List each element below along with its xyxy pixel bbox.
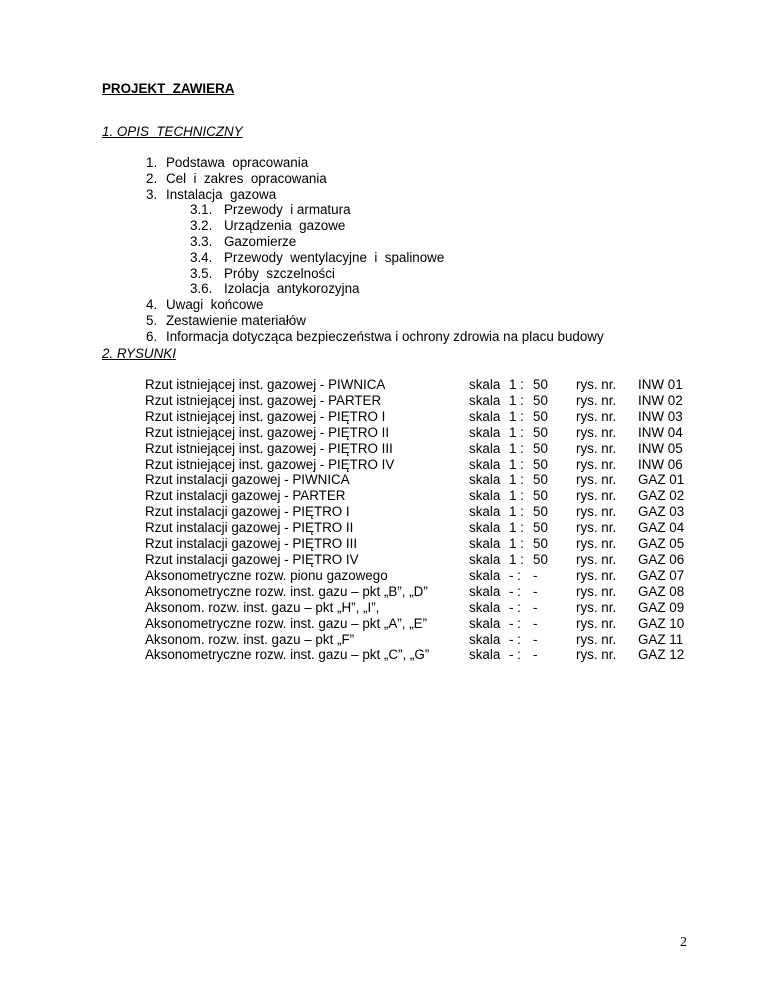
toc-item-label: Gazomierze [224, 233, 297, 249]
drawing-scale-value: 50 [533, 424, 548, 440]
toc-item-number: 3.5. [190, 265, 213, 281]
drawing-scale-ratio: 1 : [509, 536, 524, 552]
drawing-sheet-label: rys. nr. [576, 615, 617, 631]
drawing-scale-value: 50 [533, 504, 548, 520]
toc-item-number: 3.6. [190, 281, 213, 297]
drawing-scale-value: - [533, 615, 538, 631]
page-number: 2 [680, 935, 687, 950]
toc-item-number: 3.1. [190, 202, 213, 218]
drawing-title: Rzut istniejącej inst. gazowej - PIĘTRO III [145, 440, 393, 456]
drawing-scale-value: - [533, 567, 538, 583]
drawing-sheet-code: GAZ 08 [638, 583, 685, 599]
drawing-sheet-label: rys. nr. [576, 599, 617, 615]
toc-item-label: Cel i zakres opracowania [166, 170, 327, 186]
drawing-scale-label: skala [469, 456, 501, 472]
drawing-sheet-label: rys. nr. [576, 488, 617, 504]
drawing-sheet-label: rys. nr. [576, 504, 617, 520]
toc-item-number: 5. [146, 312, 158, 328]
drawing-scale-label: skala [469, 520, 501, 536]
drawing-sheet-label: rys. nr. [576, 392, 617, 408]
drawing-scale-value: 50 [533, 551, 548, 567]
drawing-title: Rzut instalacji gazowej - PARTER [145, 488, 346, 504]
drawing-scale-ratio: 1 : [509, 440, 524, 456]
drawing-scale-label: skala [469, 536, 501, 552]
drawing-sheet-label: rys. nr. [576, 536, 617, 552]
drawing-scale-label: skala [469, 504, 501, 520]
drawing-sheet-label: rys. nr. [576, 631, 617, 647]
drawing-title: Rzut instalacji gazowej - PIĘTRO I [145, 504, 350, 520]
drawing-scale-ratio: 1 : [509, 424, 524, 440]
drawing-sheet-code: GAZ 09 [638, 599, 685, 615]
drawing-sheet-label: rys. nr. [576, 377, 617, 392]
drawing-scale-value: 50 [533, 488, 548, 504]
drawing-scale-ratio: 1 : [509, 456, 524, 472]
drawing-scale-ratio: 1 : [509, 551, 524, 567]
drawing-scale-ratio: - : [509, 631, 521, 647]
drawing-sheet-code: GAZ 05 [638, 536, 685, 552]
drawing-title: Rzut instalacji gazowej - PIĘTRO III [145, 536, 358, 552]
toc-item-number: 3. [146, 186, 158, 202]
drawing-sheet-code: INW 03 [638, 408, 683, 424]
drawing-title: Aksonometryczne rozw. pionu gazowego [145, 567, 388, 583]
toc-item-label: Zestawienie materiałów [166, 312, 306, 328]
drawing-title: Aksonom. rozw. inst. gazu – pkt „H”, „I”, [145, 599, 380, 615]
drawing-sheet-code: GAZ 12 [638, 647, 685, 663]
toc-item-label: Uwagi końcowe [166, 297, 264, 313]
drawing-scale-label: skala [469, 488, 501, 504]
drawing-title: Rzut istniejącej inst. gazowej - PIĘTRO I [145, 408, 386, 424]
toc-item-number: 2. [146, 170, 158, 186]
toc-item-number: 1. [146, 155, 158, 170]
toc-item-label: Izolacja antykorozyjna [224, 281, 360, 297]
drawing-title: Aksonometryczne rozw. inst. gazu – pkt „B”, „D” [145, 583, 428, 599]
drawing-sheet-code: INW 06 [638, 456, 683, 472]
drawing-sheet-code: GAZ 06 [638, 551, 685, 567]
drawing-scale-ratio: - : [509, 567, 521, 583]
drawing-scale-label: skala [469, 583, 501, 599]
drawing-scale-label: skala [469, 631, 501, 647]
drawing-sheet-code: INW 04 [638, 424, 683, 440]
drawing-title: Rzut istniejącej inst. gazowej - PIĘTRO IV [145, 456, 395, 472]
drawing-sheet-label: rys. nr. [576, 424, 617, 440]
toc-item-label: Próby szczelności [224, 265, 335, 281]
drawing-scale-ratio: - : [509, 599, 521, 615]
toc-item-label: Przewody i armatura [224, 202, 351, 218]
drawing-scale-ratio: - : [509, 583, 521, 599]
drawing-title: Rzut instalacji gazowej - PIĘTRO IV [145, 551, 359, 567]
drawing-scale-label: skala [469, 472, 501, 488]
drawing-sheet-code: GAZ 11 [638, 631, 684, 647]
toc-item-number: 4. [146, 297, 158, 313]
drawing-scale-value: 50 [533, 472, 548, 488]
drawing-sheet-label: rys. nr. [576, 456, 617, 472]
drawing-scale-value: 50 [533, 408, 548, 424]
drawing-title: Aksonometryczne rozw. inst. gazu – pkt „A”, „E” [145, 615, 428, 631]
drawing-sheet-code: INW 02 [638, 392, 683, 408]
drawing-sheet-code: GAZ 03 [638, 504, 685, 520]
toc-item-number: 3.4. [190, 249, 213, 265]
drawing-scale-value: 50 [533, 392, 548, 408]
drawing-scale-value: - [533, 583, 538, 599]
drawing-sheet-label: rys. nr. [576, 520, 617, 536]
drawing-scale-value: 50 [533, 536, 548, 552]
drawing-sheet-code: INW 05 [638, 440, 683, 456]
drawing-sheet-label: rys. nr. [576, 551, 617, 567]
drawing-sheet-label: rys. nr. [576, 472, 617, 488]
drawing-scale-label: skala [469, 615, 501, 631]
drawing-sheet-code: INW 01 [638, 377, 683, 392]
toc-item-number: 3.3. [190, 233, 213, 249]
drawing-scale-label: skala [469, 567, 501, 583]
drawing-sheet-code: GAZ 02 [638, 488, 685, 504]
drawing-sheet-code: GAZ 01 [638, 472, 685, 488]
drawing-scale-label: skala [469, 551, 501, 567]
drawing-sheet-label: rys. nr. [576, 583, 617, 599]
drawing-scale-label: skala [469, 392, 501, 408]
drawing-scale-ratio: 1 : [509, 392, 524, 408]
drawing-scale-label: skala [469, 424, 501, 440]
drawing-scale-label: skala [469, 408, 501, 424]
drawing-scale-ratio: 1 : [509, 408, 524, 424]
toc-item-label: Podstawa opracowania [166, 155, 309, 170]
toc-item-number: 6. [146, 328, 158, 344]
toc-item-label: Urządzenia gazowe [224, 218, 346, 234]
drawing-title: Rzut instalacji gazowej - PIWNICA [145, 472, 350, 488]
drawing-sheet-code: GAZ 07 [638, 567, 685, 583]
section-heading-rysunki: 2. RYSUNKI [102, 346, 176, 361]
drawing-scale-label: skala [469, 377, 501, 392]
drawing-sheet-label: rys. nr. [576, 440, 617, 456]
drawing-scale-value: - [533, 599, 538, 615]
drawing-scale-value: 50 [533, 456, 548, 472]
drawing-sheet-code: GAZ 10 [638, 615, 685, 631]
document-title: PROJEKT ZAWIERA [102, 81, 235, 96]
drawing-title: Rzut instalacji gazowej - PIĘTRO II [145, 520, 354, 536]
toc-item-number: 3.2. [190, 218, 213, 234]
drawing-scale-ratio: - : [509, 647, 521, 663]
drawing-scale-ratio: 1 : [509, 504, 524, 520]
drawing-title: Rzut istniejącej inst. gazowej - PARTER [145, 392, 382, 408]
section-heading-opis: 1. OPIS TECHNICZNY [102, 124, 243, 139]
toc-item-label: Instalacja gazowa [166, 186, 277, 202]
drawing-scale-ratio: 1 : [509, 520, 524, 536]
drawing-sheet-label: rys. nr. [576, 567, 617, 583]
drawing-title: Aksonometryczne rozw. inst. gazu – pkt „C”, „G” [145, 647, 430, 663]
drawing-scale-label: skala [469, 647, 501, 663]
drawing-scale-ratio: 1 : [509, 488, 524, 504]
drawing-scale-value: 50 [533, 520, 548, 536]
drawing-scale-label: skala [469, 440, 501, 456]
drawing-title: Aksonom. rozw. inst. gazu – pkt „F” [145, 631, 355, 647]
drawing-scale-value: - [533, 647, 538, 663]
drawing-sheet-code: GAZ 04 [638, 520, 685, 536]
drawing-sheet-label: rys. nr. [576, 647, 617, 663]
drawing-scale-ratio: 1 : [509, 377, 524, 392]
toc-item-label: Informacja dotycząca bezpieczeństwa i ochrony zdrowia na placu budowy [166, 328, 604, 344]
toc-item-label: Przewody wentylacyjne i spalinowe [224, 249, 445, 265]
drawing-title: Rzut istniejącej inst. gazowej - PIWNICA [145, 377, 386, 392]
drawing-title: Rzut istniejącej inst. gazowej - PIĘTRO II [145, 424, 390, 440]
drawing-scale-label: skala [469, 599, 501, 615]
drawing-scale-ratio: - : [509, 615, 521, 631]
drawing-scale-value: - [533, 631, 538, 647]
drawing-scale-ratio: 1 : [509, 472, 524, 488]
drawing-sheet-label: rys. nr. [576, 408, 617, 424]
drawing-scale-value: 50 [533, 440, 548, 456]
drawing-scale-value: 50 [533, 377, 548, 392]
